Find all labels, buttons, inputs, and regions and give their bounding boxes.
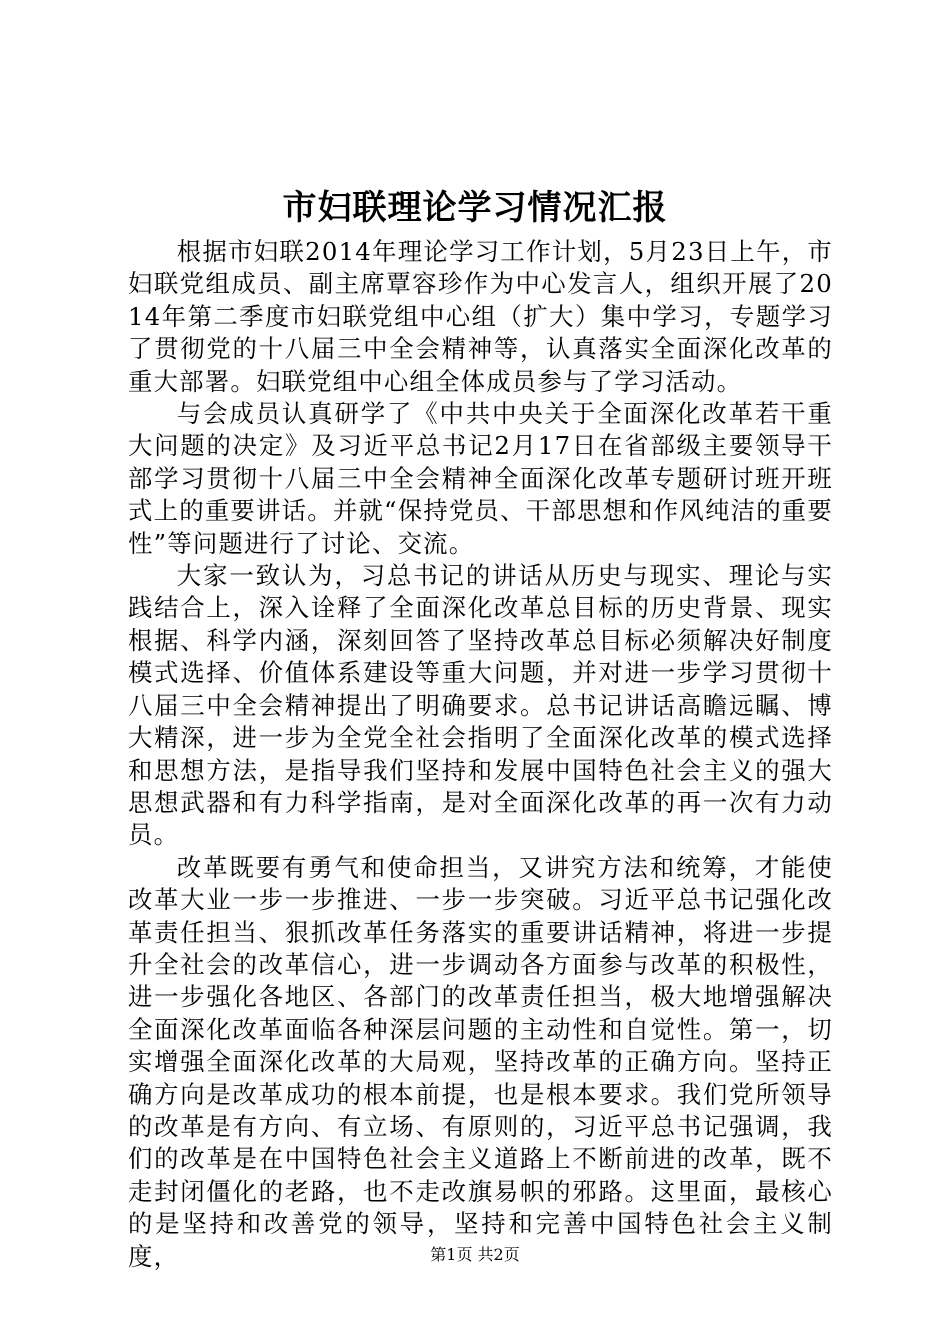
- page-footer: 第1页 共2页: [430, 1245, 520, 1264]
- paragraph-2: 与会成员认真研学了《中共中央关于全面深化改革若干重大问题的决定》及习近平总书记2月17日在省部级主要领导干部学习贯彻十八届三中全会精神全面深化改革专题研讨班开班式上的重要讲话。并就“保持党员、干部思想和作风纯洁的重要性”等问题进行了讨论、交流。: [128, 399, 833, 558]
- document-body: [128, 236, 833, 1273]
- document-title: 市妇联理论学习情况汇报: [282, 188, 668, 228]
- paragraph-4: 改革既要有勇气和使命担当，又讲究方法和统筹，才能使改革大业一步一步推进、一步一步突破。习近平总书记强化改革责任担当、狠抓改革任务落实的重要讲话精神，将进一步提升全社会的改革信心，进一步调动各方面参与改革的积极性，进一步强化各地区、各部门的改革责任担当，极大地增强解决全面深化改革面临各种深层问题的主动性和自觉性。第一，切实增强全面深化改革的大局观，坚持改革的正确方向。坚持正确方向是改革成功的根本前提，也是根本要求。我们党所领导的改革是有方向、有立场、有原则的，习近平总书记强调，我们的改革是在中国特色社会主义道路上不断前进的改革，既不走封闭僵化的老路，也不走改旗易帜的邪路。这里面，最核心的是坚持和改善党的领导，坚持和完善中国特色社会主义制度，: [128, 852, 833, 1271]
- paragraph-1: 根据市妇联2014年理论学习工作计划，5月23日上午，市妇联党组成员、副主席覃容珍作为中心发言人，组织开展了2014年第二季度市妇联党组中心组（扩大）集中学习，专题学习了贯彻党的十八届三中全会精神等，认真落实全面深化改革的重大部署。妇联党组中心组全体成员参与了学习活动。: [128, 237, 833, 396]
- paragraph-3: 大家一致认为，习总书记的讲话从历史与现实、理论与实践结合上，深入诠释了全面深化改革总目标的历史背景、现实根据、科学内涵，深刻回答了坚持改革总目标必须解决好制度模式选择、价值体系建设等重大问题，并对进一步学习贯彻十八届三中全会精神提出了明确要求。总书记讲话高瞻远瞩、博大精深，进一步为全党全社会指明了全面深化改革的模式选择和思想方法，是指导我们坚持和发展中国特色社会主义的强大思想武器和有力科学指南，是对全面深化改革的再一次有力动员。: [128, 561, 833, 850]
